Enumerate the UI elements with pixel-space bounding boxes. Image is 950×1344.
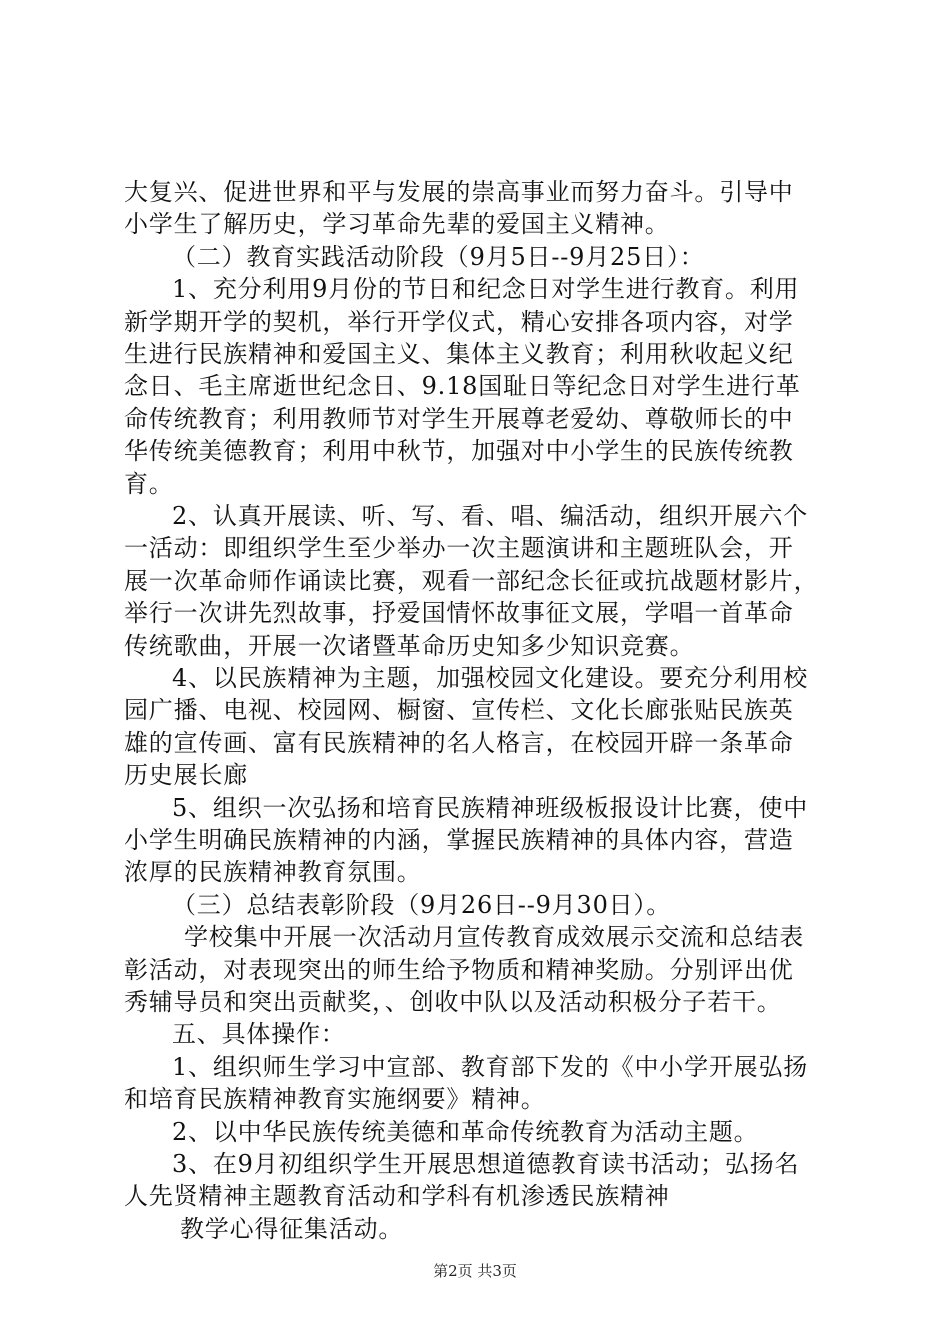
- body-text-line: 教学心得征集活动。: [180, 1214, 404, 1243]
- body-text-line: 5、组织一次弘扬和培育民族精神班级板报设计比赛，使中: [172, 793, 809, 822]
- section-heading: （二）教育实践活动阶段（9月5日--9月25日）：: [172, 242, 705, 271]
- body-text-line: 新学期开学的契机，举行开学仪式，精心安排各项内容，对学: [124, 307, 794, 336]
- body-text-line: 彰活动，对表现突出的师生给予物质和精神奖励。分别评出优: [124, 955, 794, 984]
- body-text-line: 和培育民族精神教育实施纲要》精神。: [124, 1085, 546, 1114]
- body-text-line: 小学生了解历史，学习革命先辈的爱国主义精神。: [124, 210, 670, 239]
- body-text-line: 一活动：即组织学生至少举办一次主题演讲和主题班队会，开: [124, 534, 794, 563]
- body-text-line: 园广播、电视、校园网、橱窗、宣传栏、文化长廊张贴民族英: [124, 696, 794, 725]
- body-text-line: 小学生明确民族精神的内涵，掌握民族精神的具体内容，营造: [124, 826, 794, 854]
- body-text-line: 大复兴、促进世界和平与发展的崇高事业而努力奋斗。引导中: [124, 178, 794, 206]
- body-text-line: 历史展长廊: [124, 761, 248, 790]
- body-text-line: 2、认真开展读、听、写、看、唱、编活动，组织开展六个: [172, 502, 809, 530]
- body-text-line: 人先贤精神主题教育活动和学科有机渗透民族精神: [124, 1182, 670, 1211]
- section-heading: 五、具体操作：: [172, 1020, 346, 1049]
- body-text-line: 雄的宣传画、富有民族精神的名人格言，在校园开辟一条革命: [124, 728, 794, 757]
- body-text-line: 秀辅导员和突出贡献奖，、创收中队以及活动积极分子若干。: [124, 988, 782, 1016]
- body-text-line: 3、在9月初组织学生开展思想道德教育读书活动；弘扬名: [172, 1150, 800, 1178]
- body-text-line: 浓厚的民族精神教育氛围。: [124, 858, 422, 887]
- body-text-line: 念日、毛主席逝世纪念日、9.18国耻日等纪念日对学生进行革: [124, 372, 801, 401]
- body-text-line: 生进行民族精神和爱国主义、集体主义教育；利用秋收起义纪: [124, 340, 794, 368]
- body-text-line: 华传统美德教育；利用中秋节，加强对中小学生的民族传统教: [124, 437, 794, 466]
- body-text-line: 传统歌曲，开展一次诸暨革命历史知多少知识竞赛。: [124, 631, 695, 660]
- section-heading: （三）总结表彰阶段（9月26日--9月30日）。: [172, 890, 672, 919]
- page-number-footer: 第2页 共3页: [433, 1261, 517, 1280]
- body-text-line: 4、以民族精神为主题，加强校园文化建设。要充分利用校: [172, 664, 809, 692]
- body-text-line: 展一次革命师作诵读比赛，观看一部纪念长征或抗战题材影片，: [124, 566, 819, 595]
- body-text-line: 举行一次讲先烈故事，抒爱国情怀故事征文展，学唱一首革命: [124, 599, 794, 628]
- body-text-line: 育。: [124, 469, 174, 498]
- body-text-line: 1、组织师生学习中宣部、教育部下发的《中小学开展弘扬: [172, 1052, 809, 1081]
- body-text-line: 学校集中开展一次活动月宣传教育成效展示交流和总结表: [184, 923, 804, 952]
- body-text-line: 1、充分利用9月份的节日和纪念日对学生进行教育。利用: [172, 275, 800, 304]
- body-text-line: 命传统教育；利用教师节对学生开展尊老爱幼、尊敬师长的中: [124, 404, 794, 433]
- body-text-line: 2、以中华民族传统美德和革命传统教育为活动主题。: [172, 1117, 759, 1146]
